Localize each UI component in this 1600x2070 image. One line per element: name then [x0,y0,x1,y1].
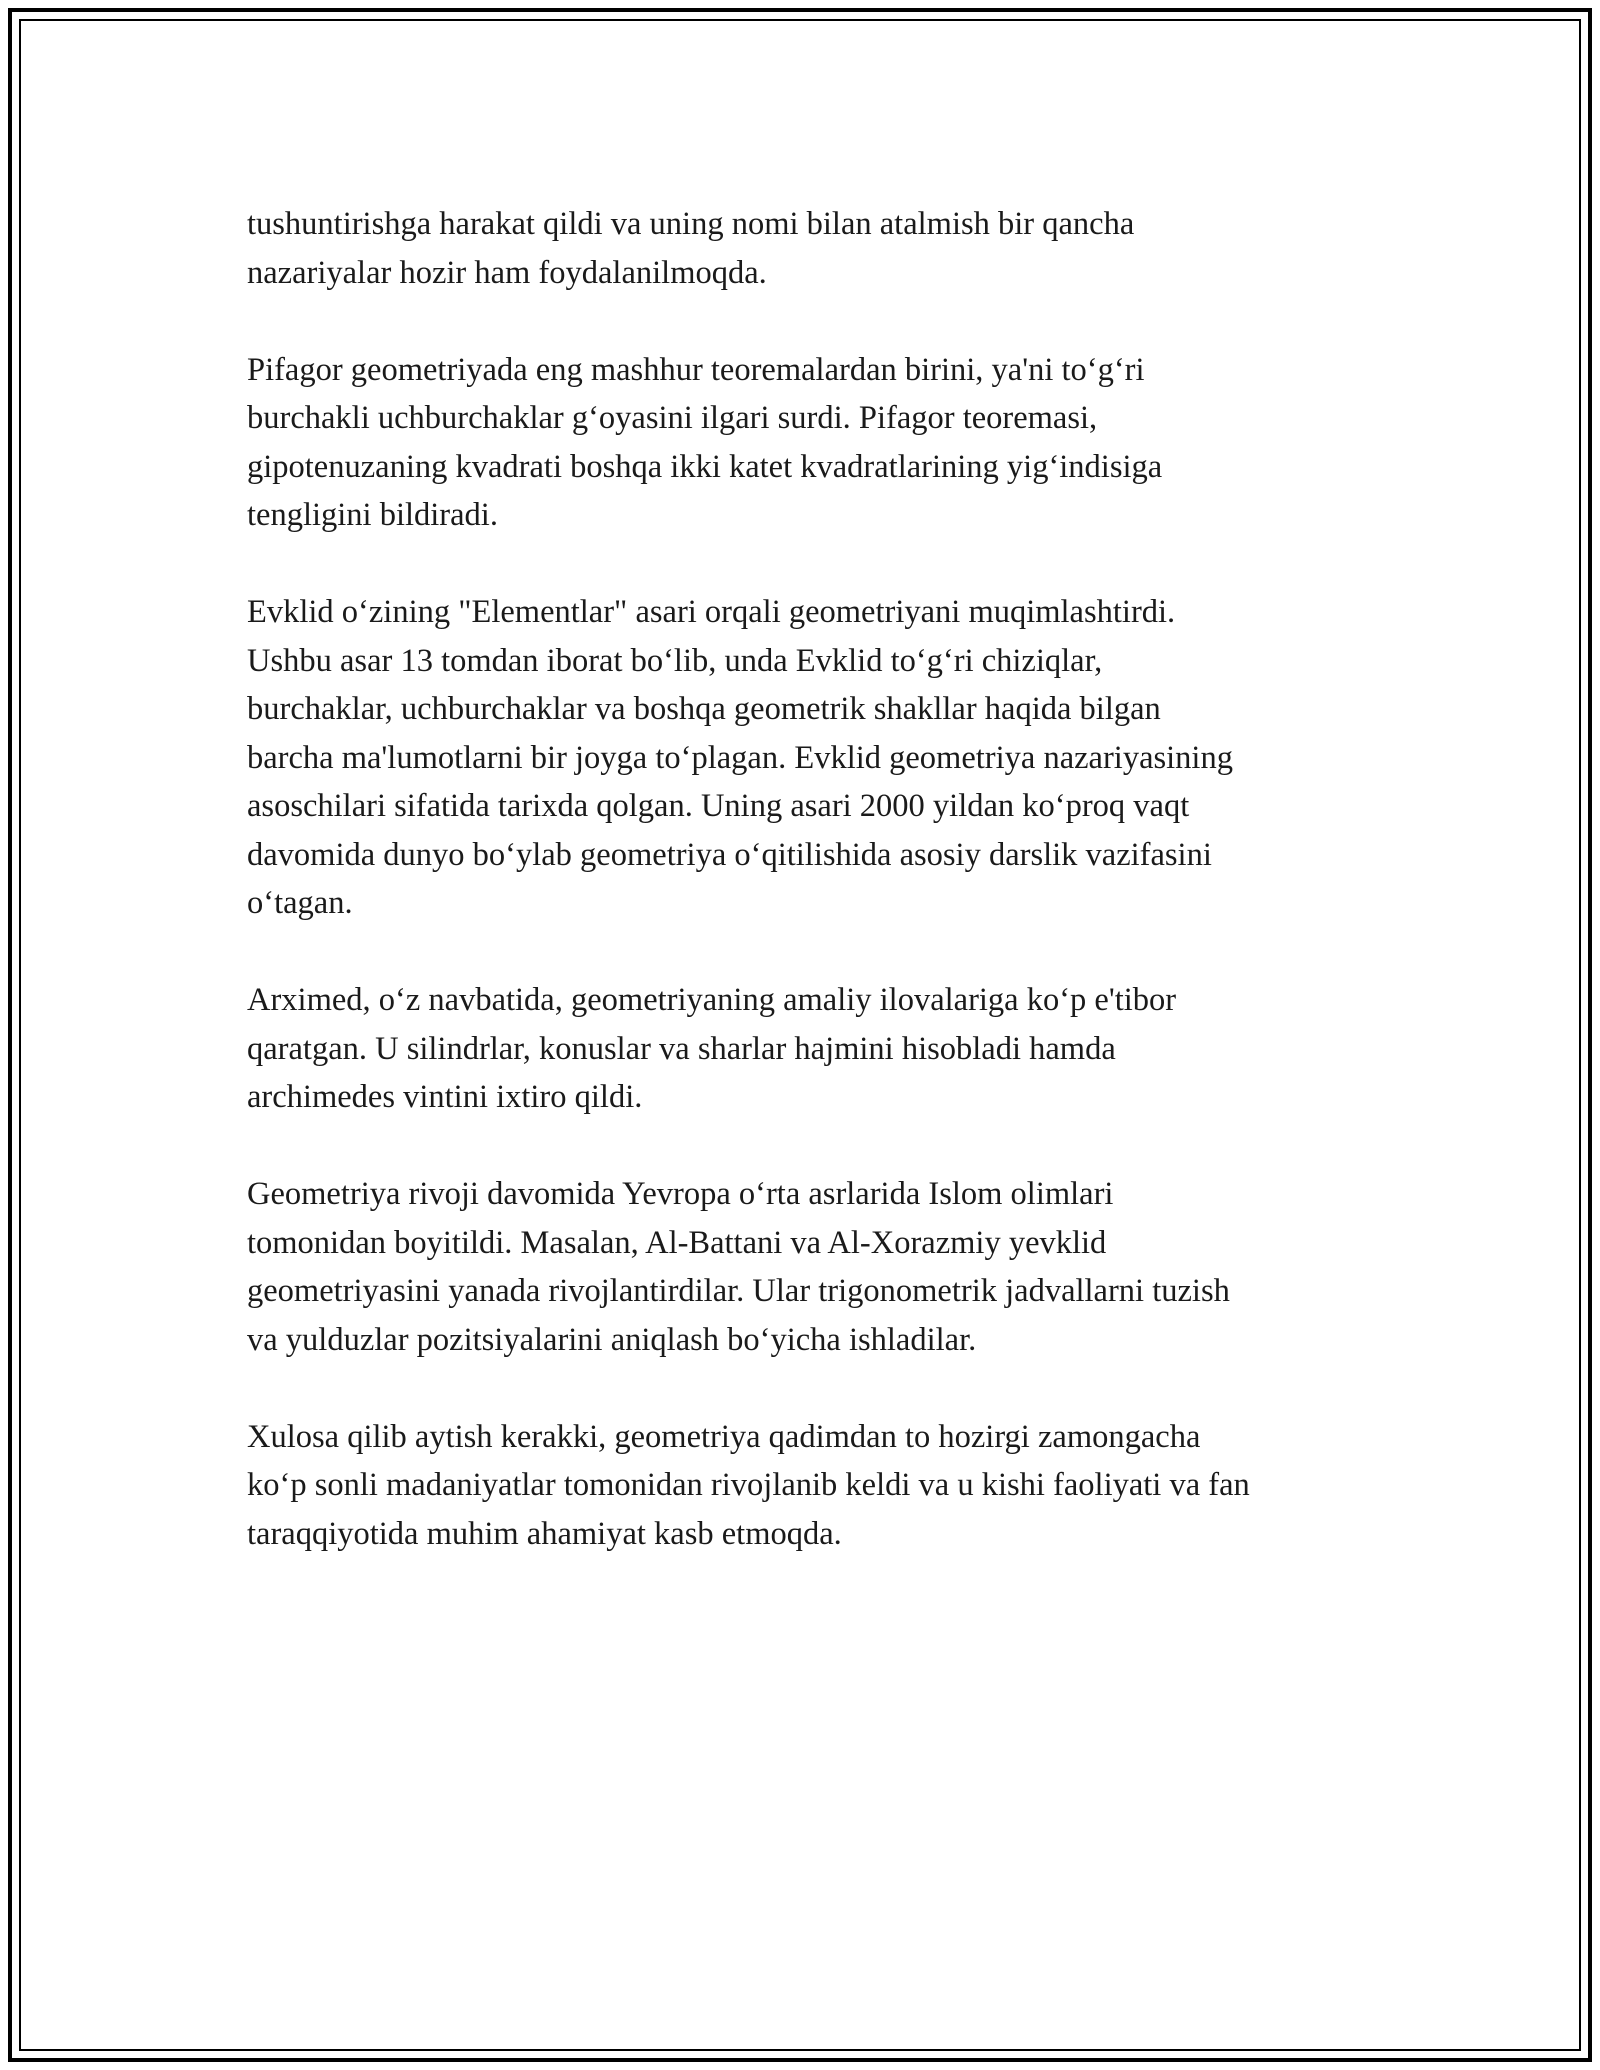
paragraph-islamic-scholars: Geometriya rivoji davomida Yevropa o‘rta asrlarida Islom olimlari tomonidan boyitildi. Masalan, Al-Battani va Al-Xorazmiy yevklid geometriyasini yanada rivojlantirdilar. Ular trigonometrik jadvallarni tuzish va yulduzlar pozitsiyalarini aniqlash bo‘yicha ishladilar. [247,1176,1230,1358]
page-border [8,8,1592,2062]
paragraph-archimedes: Arximed, o‘z navbatida, geometriyaning amaliy ilovalariga ko‘p e'tibor qaratgan. U silindrlar, konuslar va sharlar hajmini hisobladi hamda archimedes vintini ixtiro qildi. [247,982,1177,1115]
document-body [247,200,1397,1607]
paragraph-euclid: Evklid o‘zining "Elementlar" asari orqali geometriyani muqimlashtirdi. Ushbu asar 13 tomdan iborat bo‘lib, unda Evklid to‘g‘ri chiziqlar, burchaklar, uchburchaklar va boshqa geometrik shakllar haqida bilgan barcha ma'lumotlarni bir joyga to‘plagan. Evklid geometriya nazariyasining asoschilari sifatida tarixda qolgan. Uning asari 2000 yildan ko‘proq vaqt davomida dunyo bo‘ylab geometriya o‘qitilishida asosiy darslik vazifasini o‘tagan. [247,594,1233,921]
paragraph-intro-continuation: tushuntirishga harakat qildi va uning nomi bilan atalmish bir qancha nazariyalar hozir ham foydalanilmoqda. [247,206,1135,291]
paragraph-pythagoras: Pifagor geometriyada eng mashhur teoremalardan birini, ya'ni to‘g‘ri burchakli uchburchaklar g‘oyasini ilgari surdi. Pifagor teoremasi, gipotenuzaning kvadrati boshqa ikki katet kvadratlarining yig‘indisiga tengligini bildiradi. [247,351,1163,533]
paragraph-conclusion: Xulosa qilib aytish kerakki, geometriya qadimdan to hozirgi zamongacha ko‘p sonli madaniyatlar tomonidan rivojlanib keldi va u kishi faoliyati va fan taraqqiyotida muhim ahamiyat kasb etmoqda. [247,1418,1250,1552]
